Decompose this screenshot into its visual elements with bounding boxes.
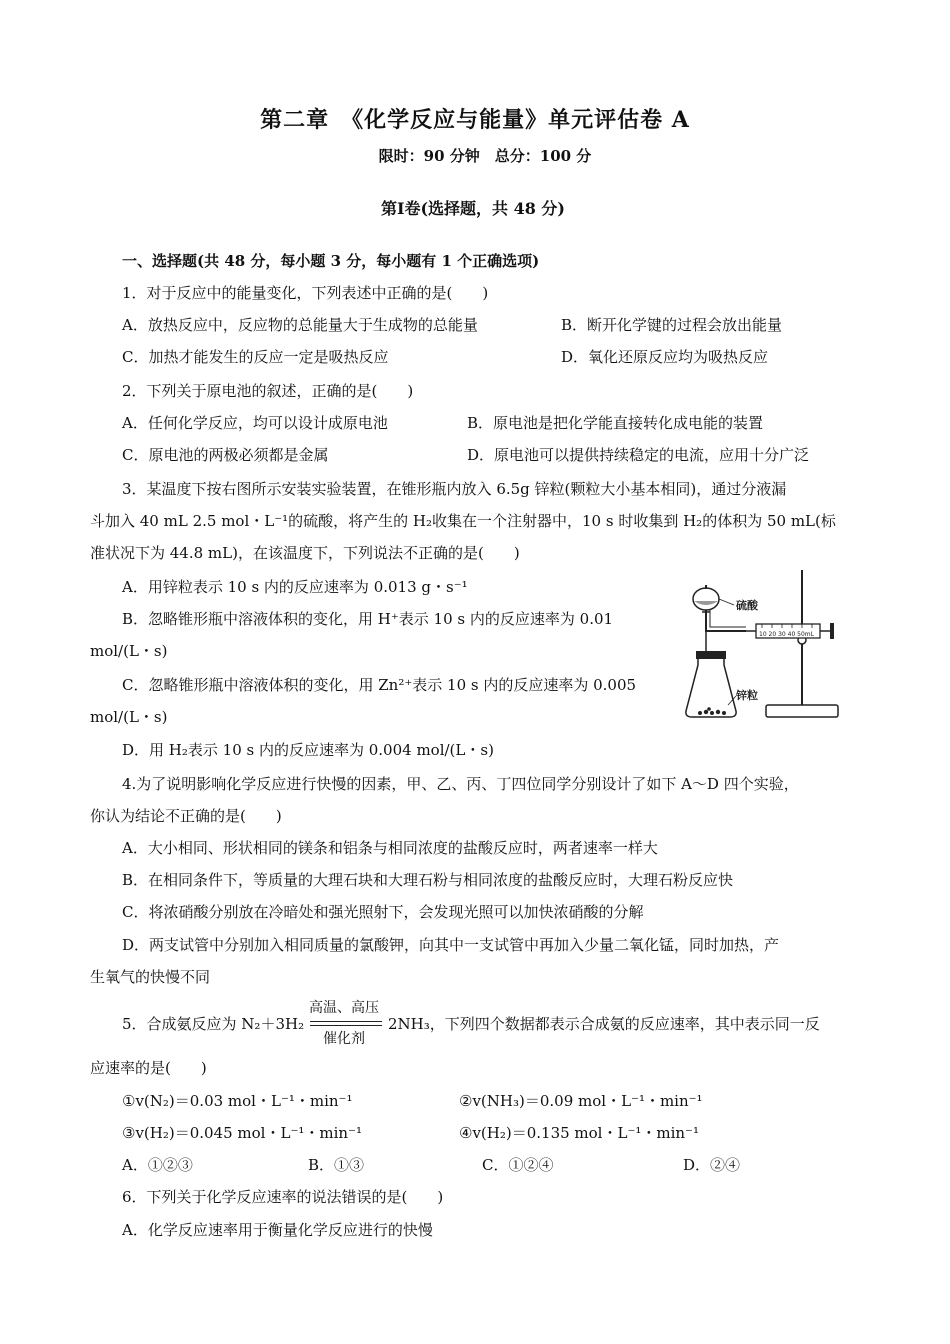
q5-condition-bottom: 催化剂 bbox=[323, 1031, 365, 1047]
q3-option-a: A．用锌粒表示 10 s 内的反应速率为 0.013 g・s⁻¹ bbox=[122, 578, 468, 596]
q2-option-d: D．原电池可以提供持续稳定的电流，应用十分广泛 bbox=[467, 446, 810, 464]
q2-stem: 2．下列关于原电池的叙述，正确的是( ) bbox=[122, 382, 414, 400]
q4-option-d-line1: D．两支试管中分别加入相同质量的氯酸钾，向其中一支试管中再加入少量二氧化锰，同时加热，产 bbox=[122, 936, 780, 954]
q3-stem-line1: 3．某温度下按右图所示安装实验装置，在锥形瓶内放入 6.5g 锌粒(颗粒大小基本相同)，通过分液漏 bbox=[122, 480, 787, 498]
q3-option-b-line2: mol/(L・s) bbox=[90, 642, 168, 660]
q5-option-c: C．①②④ bbox=[482, 1156, 554, 1174]
time-limit: 限时：90 分钟 总分：100 分 bbox=[378, 147, 592, 165]
q1-option-d: D．氧化还原反应均为吸热反应 bbox=[561, 348, 769, 366]
q5-stem-pre: 5．合成氨反应为 N₂＋3H₂ bbox=[122, 1015, 305, 1033]
q1-stem: 1．对于反应中的能量变化，下列表述中正确的是( ) bbox=[122, 284, 489, 302]
part-title: 第Ⅰ卷(选择题，共 48 分) bbox=[380, 199, 566, 218]
q6-stem: 6．下列关于化学反应速率的说法错误的是( ) bbox=[122, 1188, 444, 1206]
q4-stem-line2: 你认为结论不正确的是( ) bbox=[90, 807, 282, 825]
label-zinc: 锌粒 bbox=[736, 689, 758, 702]
q1-option-c: C．加热才能发生的反应一定是吸热反应 bbox=[122, 348, 389, 366]
q4-option-d-line2: 生氧气的快慢不同 bbox=[90, 968, 211, 986]
q5-equilibrium-arrow bbox=[310, 1021, 382, 1022]
stand-base bbox=[766, 705, 838, 717]
q2-option-a: A．任何化学反应，均可以设计成原电池 bbox=[122, 414, 388, 432]
q5-option-d: D．②④ bbox=[683, 1156, 741, 1174]
q5-rate-3: ③v(H₂)＝0.045 mol・L⁻¹・min⁻¹ bbox=[122, 1124, 362, 1142]
apparatus-figure bbox=[680, 565, 852, 722]
q2-option-c: C．原电池的两极必须都是金属 bbox=[122, 446, 329, 464]
q5-condition-top: 高温、高压 bbox=[309, 1000, 379, 1016]
label-acid: 硫酸 bbox=[736, 599, 758, 612]
q3-stem-line2: 斗加入 40 mL 2.5 mol・L⁻¹的硫酸，将产生的 H₂收集在一个注射器中，10 s 时收集到 H₂的体积为 50 mL(标 bbox=[90, 512, 836, 530]
q4-option-b: B．在相同条件下，等质量的大理石块和大理石粉与相同浓度的盐酸反应时，大理石粉反应快 bbox=[122, 871, 734, 889]
q1-option-a: A．放热反应中，反应物的总能量大于生成物的总能量 bbox=[122, 316, 478, 334]
q1-option-b: B．断开化学键的过程会放出能量 bbox=[561, 316, 783, 334]
q5-option-a: A．①②③ bbox=[122, 1156, 193, 1174]
q5-equilibrium-arrow-back bbox=[310, 1025, 382, 1026]
q4-stem-line1: 4.为了说明影响化学反应进行快慢的因素，甲、乙、丙、丁四位同学分别设计了如下 A～D 四个实验， bbox=[122, 775, 799, 793]
syringe-scale: 10 20 30 40 50mL bbox=[759, 631, 814, 638]
q4-option-a: A．大小相同、形状相同的镁条和铝条与相同浓度的盐酸反应时，两者速率一样大 bbox=[122, 839, 658, 857]
q5-stem-post: 2NH₃，下列四个数据都表示合成氨的反应速率，其中表示同一反 bbox=[388, 1015, 820, 1033]
q5-option-b: B．①③ bbox=[308, 1156, 365, 1174]
q5-stem-line2: 应速率的是( ) bbox=[90, 1059, 207, 1077]
q2-option-b: B．原电池是把化学能直接转化成电能的装置 bbox=[467, 414, 764, 432]
q3-option-d: D．用 H₂表示 10 s 内的反应速率为 0.004 mol/(L・s) bbox=[122, 741, 494, 759]
q6-option-a: A．化学反应速率用于衡量化学反应进行的快慢 bbox=[122, 1221, 433, 1239]
separatory-funnel bbox=[693, 588, 719, 610]
q4-option-c: C．将浓硝酸分别放在冷暗处和强光照射下，会发现光照可以加快浓硝酸的分解 bbox=[122, 903, 644, 921]
q3-stem-line3: 准状况下为 44.8 mL)，在该温度下，下列说法不正确的是( ) bbox=[90, 544, 520, 562]
section-heading: 一、选择题(共 48 分，每小题 3 分，每小题有 1 个正确选项) bbox=[122, 252, 540, 270]
q3-option-b-line1: B．忽略锥形瓶中溶液体积的变化，用 H⁺表示 10 s 内的反应速率为 0.01 bbox=[122, 610, 614, 628]
conical-flask bbox=[686, 653, 736, 717]
page-title: 第二章 《化学反应与能量》单元评估卷 A bbox=[260, 107, 690, 133]
q3-option-c-line2: mol/(L・s) bbox=[90, 708, 168, 726]
q3-option-c-line1: C．忽略锥形瓶中溶液体积的变化，用 Zn²⁺表示 10 s 内的反应速率为 0.005 bbox=[122, 676, 637, 694]
q5-rate-1: ①v(N₂)＝0.03 mol・L⁻¹・min⁻¹ bbox=[122, 1092, 353, 1110]
q5-rate-2: ②v(NH₃)＝0.09 mol・L⁻¹・min⁻¹ bbox=[459, 1092, 703, 1110]
q5-rate-4: ④v(H₂)＝0.135 mol・L⁻¹・min⁻¹ bbox=[459, 1124, 699, 1142]
